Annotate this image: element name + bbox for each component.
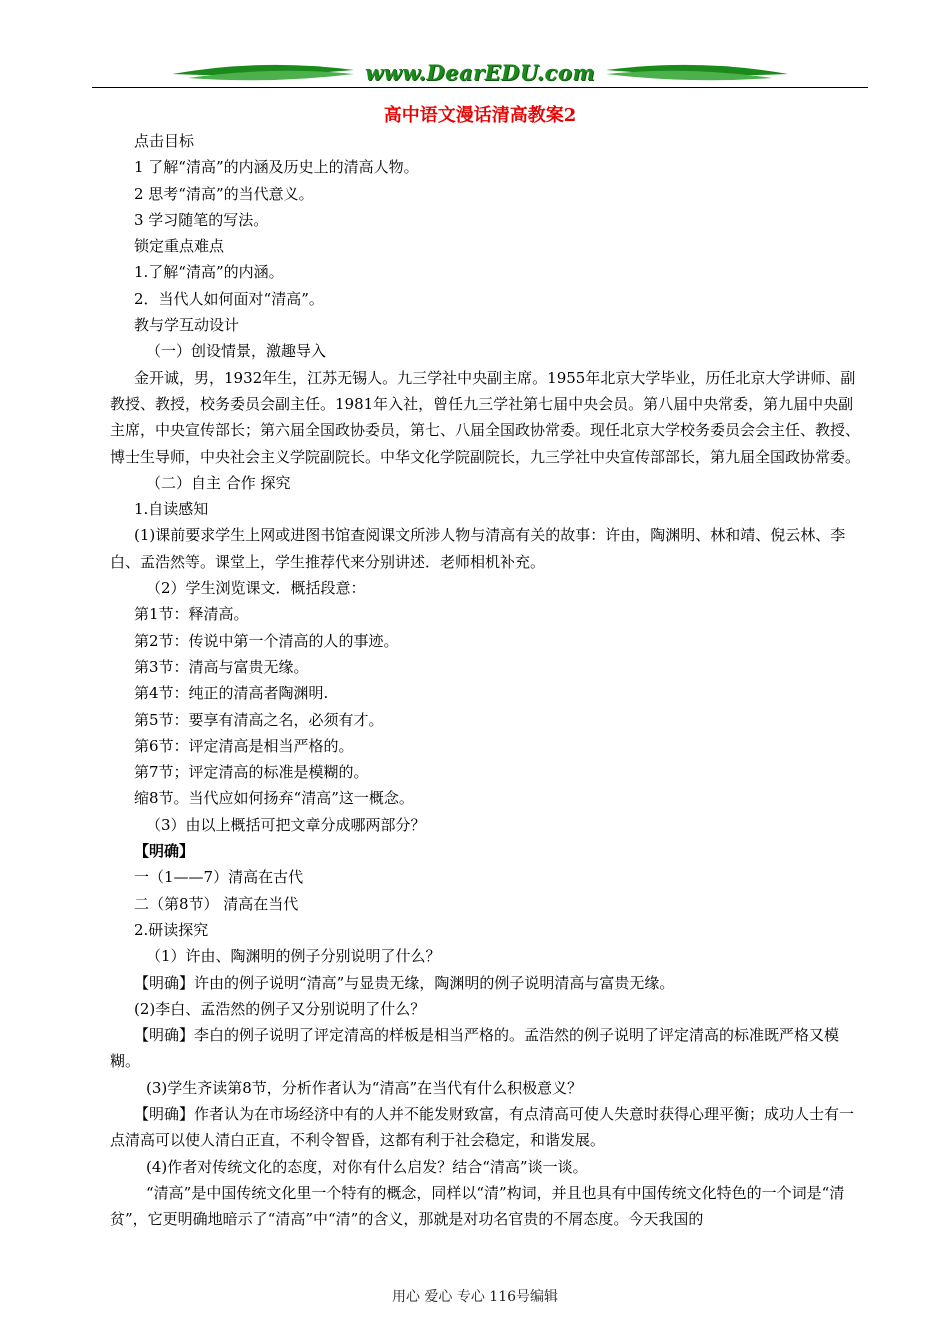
page-footer: 用心 爱心 专心 116号编辑 [391,1289,559,1305]
paragraph: 第5节：要享有清高之名，必须有才。 [134,710,384,729]
paragraph: 【明确】李白的例子说明了评定清高的样板是相当严格的。孟浩然的例子说明了评定清高的标准既严格又模糊。 [110,1026,840,1071]
paragraph: 二（第8节） 清高在当代 [134,894,299,913]
paragraph: 第1节：释清高。 [134,605,249,624]
paragraph: （一）创设情景，激趣导入 [146,342,327,361]
paragraph: 2 思考“清高”的当代意义。 [134,184,314,203]
paragraph: (1)课前要求学生上网或进图书馆查阅课文所涉人物与清高有关的故事：许由，陶渊明、林和靖、倪云林、李白、孟浩然等。课堂上，学生推荐代来分别讲述．老师相机补充。 [110,526,846,571]
paragraph: 金开诚，男，1932年生，江苏无锡人。九三学社中央副主席。1955年北京大学毕业，历任北京大学讲师、副教授、教授，校务委员会副主任。1981年入社，曾任九三学社第七届中央会员。第八届中央常委，第九届中央副主席，中央宣传部长；第六届全国政协委员，第七、八届全国政协常委。现任北京大学校务委员会会主任、教授、博士生导师，中央社会主义学院副院长。中华文化学院副院长，九三学社中央宣传部部长，第九届全国政协常委。 [110,368,861,466]
paragraph: 3 学习随笔的写法。 [134,210,269,229]
paragraph: (3)学生齐读第8节，分析作者认为“清高”在当代有什么积极意义？ [146,1078,583,1097]
paragraph: 2．当代人如何面对“清高”。 [134,289,324,308]
paragraph: 缩8节。当代应如何扬弃“清高”这一概念。 [134,789,414,808]
paragraph: (2)李白、孟浩然的例子又分别说明了什么？ [134,999,426,1018]
paragraph: 1.自读感知 [134,500,209,519]
paragraph: 1 了解“清高”的内涵及历史上的清高人物。 [134,158,419,177]
paragraph: (4)作者对传统文化的态度，对你有什么启发？结合“清高”谈一谈。 [146,1157,588,1176]
paragraph: 【明确】作者认为在市场经济中有的人并不能发财致富，有点清高可使人失意时获得心理平衡；成功人士有一点清高可以使人清白正直，不利令智昏，这都有利于社会稳定，和谐发展。 [110,1104,855,1150]
paragraph: 锁定重点难点 [134,237,225,256]
document-body [110,128,866,1232]
paragraph: 第7节；评定清高的标准是模糊的。 [134,763,369,782]
site-logo: www.DearEDU.com [364,60,596,85]
paragraph: 教与学互动设计 [134,316,240,335]
paragraph: 2.研读探究 [134,920,209,939]
page-header [92,56,868,92]
paragraph: （2）学生浏览课文．概括段意： [146,579,366,598]
paragraph: 第2节：传说中第一个清高的人的事迹。 [134,631,399,650]
paragraph: 第3节：清高与富贵无缘。 [134,657,309,676]
paragraph: 【明确】 [134,842,195,861]
header-rule [92,87,868,88]
paragraph: “清高”是中国传统文化里一个特有的概念，同样以“清”构词，并且也具有中国传统文化特色的一个词是“清贫”，它更明确地暗示了“清高”中“清”的含义，那就是对功名官贵的不屑态度。今天我国的 [110,1183,845,1229]
paragraph: 一（1——7）清高在古代 [134,868,304,887]
paragraph: 第6节：评定清高是相当严格的。 [134,736,354,755]
paragraph: 点击目标 [134,132,195,150]
paragraph: 【明确】许由的例子说明“清高”与显贵无缘，陶渊明的例子说明清高与富贵无缘。 [134,973,675,992]
paragraph: 1.了解“清高”的内涵。 [134,263,284,282]
document-title: 高中语文漫话清高教案2 [383,105,577,126]
paragraph: （二）自主 合作 探究 [146,473,291,492]
paragraph: 第4节：纯正的清高者陶渊明. [134,684,329,703]
paragraph: （3）由以上概括可把文章分成哪两部分？ [146,815,426,834]
paragraph: （1）许由、陶渊明的例子分别说明了什么？ [146,947,441,966]
